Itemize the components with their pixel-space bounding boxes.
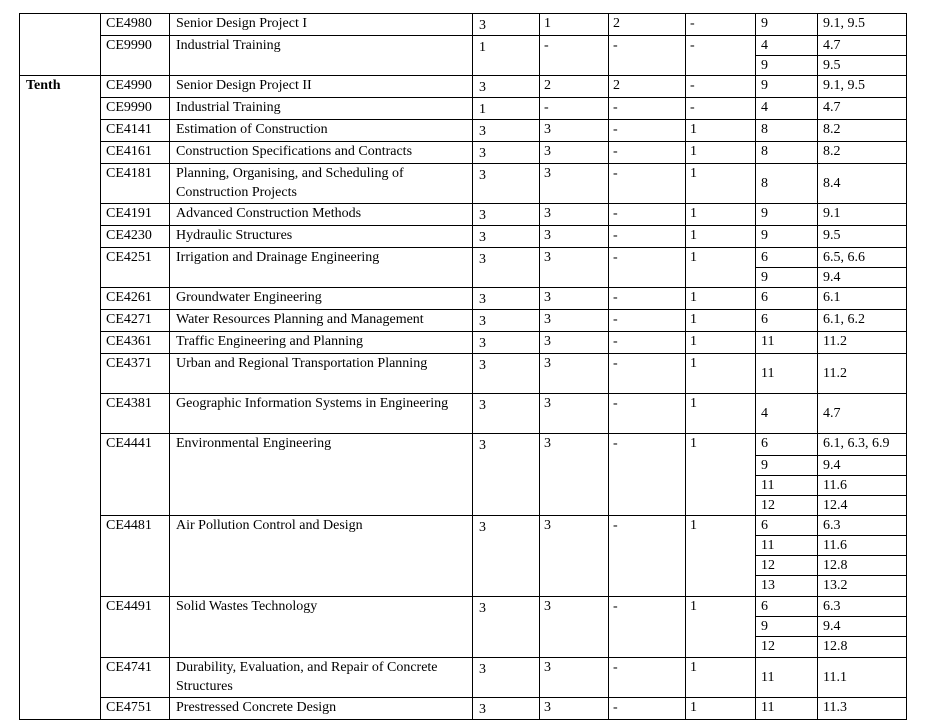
- performance-indicator-cell: 9.1, 9.5: [818, 76, 907, 98]
- credit-hours-cell: 3: [473, 332, 540, 354]
- performance-indicator-cell: 4.7: [818, 394, 907, 434]
- course-code-cell: CE4741: [101, 658, 170, 698]
- lecture-hours-cell: 3: [540, 226, 609, 248]
- credit-hours-cell: 3: [473, 248, 540, 288]
- lecture-hours-cell: -: [540, 98, 609, 120]
- course-code-cell: CE4481: [101, 516, 170, 597]
- credit-hours-cell: 3: [473, 394, 540, 434]
- lab-hours-cell: -: [609, 248, 686, 288]
- lab-hours-cell: 2: [609, 76, 686, 98]
- student-outcome-cell: 6: [756, 434, 818, 456]
- credit-hours-cell: 3: [473, 226, 540, 248]
- performance-indicator-cell: 9.4: [818, 456, 907, 476]
- lab-hours-cell: -: [609, 98, 686, 120]
- tutorial-hours-cell: 1: [686, 332, 756, 354]
- course-title-cell: Prestressed Concrete Design: [170, 698, 473, 720]
- student-outcome-cell: 9: [756, 268, 818, 288]
- credit-hours-cell: 3: [473, 698, 540, 720]
- tutorial-hours-cell: 1: [686, 120, 756, 142]
- tutorial-hours-cell: 1: [686, 698, 756, 720]
- lecture-hours-cell: 3: [540, 394, 609, 434]
- lecture-hours-cell: 3: [540, 120, 609, 142]
- course-code-cell: CE4441: [101, 434, 170, 516]
- lecture-hours-cell: 3: [540, 248, 609, 288]
- course-title-cell: Industrial Training: [170, 98, 473, 120]
- course-title-cell: Advanced Construction Methods: [170, 204, 473, 226]
- course-code-cell: CE4371: [101, 354, 170, 394]
- tutorial-hours-cell: 1: [686, 226, 756, 248]
- performance-indicator-cell: 8.2: [818, 142, 907, 164]
- credit-hours-cell: 3: [473, 354, 540, 394]
- student-outcome-cell: 9: [756, 76, 818, 98]
- table-row: [20, 597, 907, 617]
- student-outcome-cell: 9: [756, 617, 818, 637]
- credit-hours-cell: 3: [473, 658, 540, 698]
- table-row: [20, 310, 907, 332]
- table-row: [20, 36, 907, 56]
- performance-indicator-cell: 11.6: [818, 536, 907, 556]
- lecture-hours-cell: 3: [540, 332, 609, 354]
- credit-hours-cell: 3: [473, 142, 540, 164]
- tutorial-hours-cell: -: [686, 98, 756, 120]
- performance-indicator-cell: 4.7: [818, 36, 907, 56]
- student-outcome-cell: 8: [756, 164, 818, 204]
- course-outcomes-table: [19, 13, 907, 720]
- course-title-cell: Construction Specifications and Contracts: [170, 142, 473, 164]
- credit-hours-cell: 3: [473, 120, 540, 142]
- course-code-cell: CE4251: [101, 248, 170, 288]
- performance-indicator-cell: 12.8: [818, 637, 907, 658]
- lab-hours-cell: -: [609, 516, 686, 597]
- table-row: [20, 332, 907, 354]
- student-outcome-cell: 11: [756, 658, 818, 698]
- tutorial-hours-cell: 1: [686, 597, 756, 658]
- lab-hours-cell: -: [609, 288, 686, 310]
- table-body: [20, 14, 907, 720]
- performance-indicator-cell: 6.1, 6.2: [818, 310, 907, 332]
- table-row: [20, 658, 907, 698]
- table-row: [20, 248, 907, 268]
- course-code-cell: CE4361: [101, 332, 170, 354]
- credit-hours-cell: 3: [473, 434, 540, 516]
- course-code-cell: CE9990: [101, 36, 170, 76]
- table-row: [20, 142, 907, 164]
- lecture-hours-cell: 2: [540, 76, 609, 98]
- performance-indicator-cell: 11.1: [818, 658, 907, 698]
- student-outcome-cell: 12: [756, 556, 818, 576]
- lab-hours-cell: -: [609, 658, 686, 698]
- course-code-cell: CE4141: [101, 120, 170, 142]
- lab-hours-cell: 2: [609, 14, 686, 36]
- student-outcome-cell: 11: [756, 536, 818, 556]
- course-title-cell: Groundwater Engineering: [170, 288, 473, 310]
- lab-hours-cell: -: [609, 332, 686, 354]
- student-outcome-cell: 8: [756, 142, 818, 164]
- lab-hours-cell: -: [609, 142, 686, 164]
- student-outcome-cell: 6: [756, 516, 818, 536]
- course-code-cell: CE4261: [101, 288, 170, 310]
- course-title-cell: Geographic Information Systems in Engineering: [170, 394, 473, 434]
- table-row: [20, 354, 907, 394]
- lab-hours-cell: -: [609, 354, 686, 394]
- table-row: [20, 434, 907, 456]
- student-outcome-cell: 4: [756, 394, 818, 434]
- performance-indicator-cell: 11.2: [818, 332, 907, 354]
- course-code-cell: CE4181: [101, 164, 170, 204]
- lecture-hours-cell: 3: [540, 698, 609, 720]
- tutorial-hours-cell: 1: [686, 310, 756, 332]
- lab-hours-cell: -: [609, 164, 686, 204]
- lab-hours-cell: -: [609, 226, 686, 248]
- table-row: [20, 288, 907, 310]
- table-row: [20, 120, 907, 142]
- performance-indicator-cell: 9.1: [818, 204, 907, 226]
- student-outcome-cell: 11: [756, 332, 818, 354]
- semester-cell: Tenth: [20, 76, 101, 720]
- performance-indicator-cell: 9.1, 9.5: [818, 14, 907, 36]
- table-row: [20, 98, 907, 120]
- credit-hours-cell: 3: [473, 288, 540, 310]
- table-row: [20, 164, 907, 204]
- course-title-cell: Estimation of Construction: [170, 120, 473, 142]
- credit-hours-cell: 3: [473, 14, 540, 36]
- course-code-cell: CE4491: [101, 597, 170, 658]
- lecture-hours-cell: 3: [540, 354, 609, 394]
- course-title-cell: Traffic Engineering and Planning: [170, 332, 473, 354]
- student-outcome-cell: 12: [756, 637, 818, 658]
- student-outcome-cell: 8: [756, 120, 818, 142]
- performance-indicator-cell: 9.4: [818, 268, 907, 288]
- lecture-hours-cell: 3: [540, 597, 609, 658]
- student-outcome-cell: 6: [756, 597, 818, 617]
- performance-indicator-cell: 6.3: [818, 597, 907, 617]
- lab-hours-cell: -: [609, 597, 686, 658]
- table-row: [20, 204, 907, 226]
- course-code-cell: CE4191: [101, 204, 170, 226]
- credit-hours-cell: 3: [473, 164, 540, 204]
- table-row: [20, 76, 907, 98]
- course-title-cell: Water Resources Planning and Management: [170, 310, 473, 332]
- tutorial-hours-cell: -: [686, 76, 756, 98]
- credit-hours-cell: 3: [473, 516, 540, 597]
- course-title-cell: Planning, Organising, and Scheduling of Construction Projects: [170, 164, 473, 204]
- tutorial-hours-cell: -: [686, 36, 756, 76]
- student-outcome-cell: 11: [756, 354, 818, 394]
- lab-hours-cell: -: [609, 698, 686, 720]
- course-title-cell: Urban and Regional Transportation Planning: [170, 354, 473, 394]
- lecture-hours-cell: -: [540, 36, 609, 76]
- lecture-hours-cell: 3: [540, 434, 609, 516]
- performance-indicator-cell: 6.1: [818, 288, 907, 310]
- lecture-hours-cell: 3: [540, 516, 609, 597]
- performance-indicator-cell: 11.2: [818, 354, 907, 394]
- lab-hours-cell: -: [609, 204, 686, 226]
- table-row: [20, 516, 907, 536]
- student-outcome-cell: 11: [756, 476, 818, 496]
- course-code-cell: CE4271: [101, 310, 170, 332]
- lab-hours-cell: -: [609, 310, 686, 332]
- credit-hours-cell: 1: [473, 36, 540, 76]
- tutorial-hours-cell: -: [686, 14, 756, 36]
- student-outcome-cell: 11: [756, 698, 818, 720]
- performance-indicator-cell: 4.7: [818, 98, 907, 120]
- lab-hours-cell: -: [609, 394, 686, 434]
- lecture-hours-cell: 3: [540, 310, 609, 332]
- table-row: [20, 14, 907, 36]
- student-outcome-cell: 9: [756, 226, 818, 248]
- table-row: [20, 226, 907, 248]
- performance-indicator-cell: 13.2: [818, 576, 907, 597]
- course-code-cell: CE4161: [101, 142, 170, 164]
- performance-indicator-cell: 11.3: [818, 698, 907, 720]
- performance-indicator-cell: 8.2: [818, 120, 907, 142]
- course-code-cell: CE4230: [101, 226, 170, 248]
- table-row: [20, 394, 907, 434]
- lab-hours-cell: -: [609, 434, 686, 516]
- course-title-cell: Solid Wastes Technology: [170, 597, 473, 658]
- credit-hours-cell: 1: [473, 98, 540, 120]
- performance-indicator-cell: 6.5, 6.6: [818, 248, 907, 268]
- performance-indicator-cell: 9.5: [818, 56, 907, 76]
- course-code-cell: CE4751: [101, 698, 170, 720]
- student-outcome-cell: 9: [756, 14, 818, 36]
- lecture-hours-cell: 3: [540, 658, 609, 698]
- performance-indicator-cell: 12.4: [818, 496, 907, 516]
- lab-hours-cell: -: [609, 36, 686, 76]
- course-title-cell: Durability, Evaluation, and Repair of Concrete Structures: [170, 658, 473, 698]
- course-title-cell: Environmental Engineering: [170, 434, 473, 516]
- student-outcome-cell: 4: [756, 98, 818, 120]
- tutorial-hours-cell: 1: [686, 142, 756, 164]
- tutorial-hours-cell: 1: [686, 204, 756, 226]
- student-outcome-cell: 12: [756, 496, 818, 516]
- performance-indicator-cell: 12.8: [818, 556, 907, 576]
- student-outcome-cell: 6: [756, 248, 818, 268]
- lab-hours-cell: -: [609, 120, 686, 142]
- credit-hours-cell: 3: [473, 76, 540, 98]
- performance-indicator-cell: 9.5: [818, 226, 907, 248]
- course-code-cell: CE4980: [101, 14, 170, 36]
- performance-indicator-cell: 6.1, 6.3, 6.9: [818, 434, 907, 456]
- course-title-cell: Industrial Training: [170, 36, 473, 76]
- student-outcome-cell: 4: [756, 36, 818, 56]
- tutorial-hours-cell: 1: [686, 248, 756, 288]
- tutorial-hours-cell: 1: [686, 394, 756, 434]
- course-code-cell: CE9990: [101, 98, 170, 120]
- student-outcome-cell: 13: [756, 576, 818, 597]
- credit-hours-cell: 3: [473, 204, 540, 226]
- student-outcome-cell: 9: [756, 56, 818, 76]
- credit-hours-cell: 3: [473, 597, 540, 658]
- performance-indicator-cell: 9.4: [818, 617, 907, 637]
- course-title-cell: Senior Design Project II: [170, 76, 473, 98]
- tutorial-hours-cell: 1: [686, 434, 756, 516]
- performance-indicator-cell: 8.4: [818, 164, 907, 204]
- tutorial-hours-cell: 1: [686, 516, 756, 597]
- lecture-hours-cell: 3: [540, 204, 609, 226]
- tutorial-hours-cell: 1: [686, 658, 756, 698]
- performance-indicator-cell: 6.3: [818, 516, 907, 536]
- tutorial-hours-cell: 1: [686, 164, 756, 204]
- lecture-hours-cell: 3: [540, 164, 609, 204]
- table-row: [20, 698, 907, 720]
- lecture-hours-cell: 3: [540, 142, 609, 164]
- course-title-cell: Hydraulic Structures: [170, 226, 473, 248]
- student-outcome-cell: 9: [756, 456, 818, 476]
- course-code-cell: CE4990: [101, 76, 170, 98]
- course-title-cell: Senior Design Project I: [170, 14, 473, 36]
- tutorial-hours-cell: 1: [686, 354, 756, 394]
- course-code-cell: CE4381: [101, 394, 170, 434]
- credit-hours-cell: 3: [473, 310, 540, 332]
- lecture-hours-cell: 3: [540, 288, 609, 310]
- course-title-cell: Air Pollution Control and Design: [170, 516, 473, 597]
- performance-indicator-cell: 11.6: [818, 476, 907, 496]
- student-outcome-cell: 9: [756, 204, 818, 226]
- student-outcome-cell: 6: [756, 310, 818, 332]
- student-outcome-cell: 6: [756, 288, 818, 310]
- lecture-hours-cell: 1: [540, 14, 609, 36]
- tutorial-hours-cell: 1: [686, 288, 756, 310]
- semester-cell: [20, 14, 101, 76]
- course-title-cell: Irrigation and Drainage Engineering: [170, 248, 473, 288]
